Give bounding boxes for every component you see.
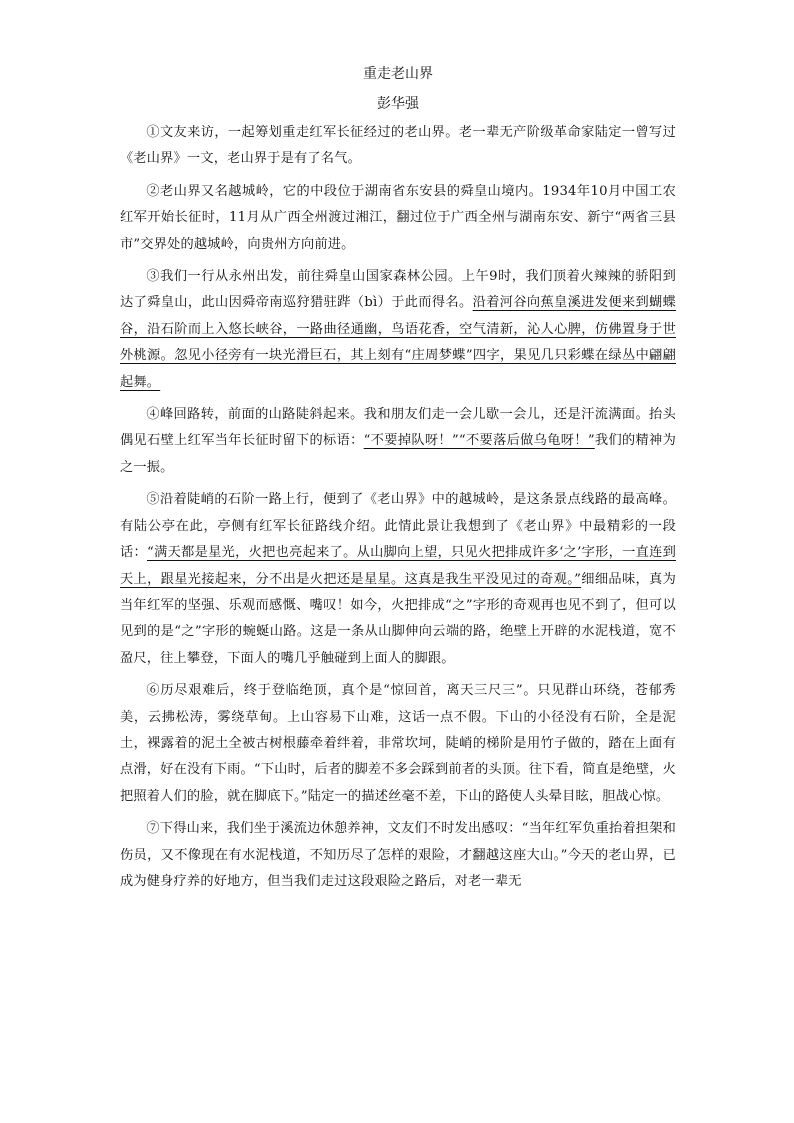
- document-page: [120, 62, 676, 901]
- paragraph-2-text: ②老山界又名越城岭，它的中段位于湖南省东安县的舜皇山境内。1934年10月中国工农红军开始长征时，11月从广西全州渡过湘江，翻过位于广西全州与湖南东安、新宁“两省三县市”交界处的越城岭，向贵州方向前进。: [120, 183, 676, 252]
- paragraph-4-tail: 我们的精神为之一振。: [120, 433, 676, 475]
- paragraph-4-underlined: “不要掉队呀！”“不要落后做乌龟呀！”: [363, 433, 595, 449]
- paragraph-6: [120, 678, 676, 810]
- paragraph-4-text: ④峰回路转，前面的山路陡斜起来。我和朋友们走一会儿歇一会儿，还是汗流满面。抬头偶见石壁上红军当年长征时留下的标语：: [120, 407, 676, 449]
- article-author: 彭华强: [377, 96, 419, 112]
- paragraph-1-text: ①文友来访，一起筹划重走红军长征经过的老山界。老一辈无产阶级革命家陆定一曾写过《老山界》一文，老山界于是有了名气。: [120, 125, 676, 167]
- paragraph-3: [120, 264, 676, 396]
- paragraph-5-text: ⑤沿着陡峭的石阶一路上行，便到了《老山界》中的越城岭，是这条景点线路的最高峰。有陆公亭在此，亭侧有红军长征路线介绍。此情此景让我想到了《老山界》中最精彩的一段话：: [120, 492, 676, 561]
- paragraph-5: [120, 487, 676, 672]
- paragraph-2: [120, 179, 676, 258]
- article-title: 重走老山界: [363, 66, 433, 82]
- paragraph-1: [120, 120, 676, 173]
- paragraph-7-text: ⑦下得山来，我们坐于溪流边休憩养神，文友们不时发出感叹：“当年红军负重抬着担架和伤员，又不像现在有水泥栈道，不知历尽了怎样的艰险，才翻越这座大山。”今天的老山界，已成为健身疗养的好地方，但当我们走过这段艰险之路后，对老一辈无: [120, 821, 676, 889]
- paragraph-3-underlined: 沿着河谷向蕉皇溪进发便来到蝴蝶谷，沿石阶而上入悠长峡谷，一路曲径通幽，鸟语花香，空气清新，沁人心脾，仿佛置身于世外桃源。忽见小径旁有一块光滑巨石，其上刻有“庄周梦蝶”四字，果见几只彩蝶在绿丛中翩翩起舞。: [120, 295, 677, 390]
- paragraph-4: [120, 402, 676, 481]
- paragraph-5-underlined: “满天都是星光，火把也亮起来了。从山脚向上望，只见火把排成许多‘之’字形，一直连到天上，跟星光接起来，分不出是火把还是星星。这真是我生平没见过的奇观。”: [120, 545, 677, 587]
- paragraph-6-text: ⑥历尽艰难后，终于登临绝顶，真个是“惊回首，离天三尺三”。只见群山环绕，苍郁秀美，云拂松涛，雾绕草甸。上山容易下山难，这话一点不假。下山的小径没有石阶，全是泥土，裸露着的泥土全被古树根藤牵着绊着，非常坎坷，陡峭的梯阶是用竹子做的，踏在上面有点滑，好在没有下雨。“下山时，后者的脚差不多会踩到前者的头顶。往下看，简直是绝壁，火把照着人们的脸，就在脚底下。”陆定一的描述丝毫不差，下山的路使人头晕目眩，胆战心惊。: [120, 683, 676, 804]
- paragraph-7: [120, 816, 676, 895]
- paragraph-3-text: ③我们一行从永州出发，前往舜皇山国家森林公园。上午9时，我们顶着火辣辣的骄阳到达了舜皇山，此山因舜帝南巡狩猎驻跸（bì）于此而得名。: [120, 269, 676, 311]
- paragraph-5-tail: 细细品味，真为当年红军的坚强、乐观而感慨、嘴叹！如今，火把排成“之”字形的奇观再也见不到了，但可以见到的是“之”字形的蜿蜒山路。这是一条从山脚伸向云端的路，绝壁上开辟的水泥栈道，宽不盈尺，往上攀登，下面人的嘴几乎触碰到上面人的脚跟。: [120, 571, 676, 666]
